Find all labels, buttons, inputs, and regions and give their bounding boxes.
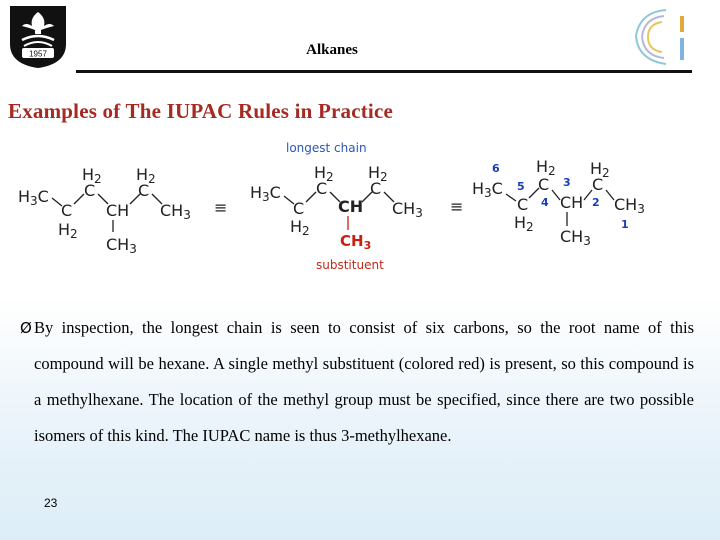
slide-title: Alkanes bbox=[306, 42, 358, 58]
svg-text:CH3: CH3 bbox=[392, 199, 423, 220]
svg-text:C: C bbox=[592, 175, 604, 194]
longest-chain-label: longest chain bbox=[286, 141, 367, 155]
svg-text:C: C bbox=[370, 179, 382, 198]
svg-text:H2: H2 bbox=[290, 217, 310, 238]
svg-text:C: C bbox=[84, 181, 96, 200]
university-logo bbox=[8, 4, 68, 70]
svg-text:H2: H2 bbox=[136, 165, 156, 186]
svg-text:CH: CH bbox=[106, 201, 130, 220]
svg-text:H2: H2 bbox=[368, 163, 388, 184]
bullet-paragraph bbox=[20, 310, 694, 454]
department-logo bbox=[626, 4, 692, 70]
svg-text:CH: CH bbox=[338, 197, 364, 216]
svg-text:H2: H2 bbox=[590, 159, 610, 180]
svg-text:H2: H2 bbox=[314, 163, 334, 184]
equivalence-symbol-1: ≡ bbox=[214, 198, 228, 217]
svg-text:H3C: H3C bbox=[18, 187, 49, 208]
logo-year: 1957 bbox=[29, 49, 47, 59]
svg-text:C: C bbox=[293, 199, 305, 218]
svg-text:H2: H2 bbox=[58, 220, 78, 241]
chain-number-4: 4 bbox=[541, 196, 549, 209]
svg-text:C: C bbox=[61, 201, 73, 220]
chain-number-2: 2 bbox=[592, 196, 600, 209]
svg-text:H2: H2 bbox=[514, 213, 534, 234]
svg-text:C: C bbox=[538, 175, 550, 194]
svg-text:H2: H2 bbox=[536, 157, 556, 178]
substituent-label: substituent bbox=[316, 258, 384, 272]
chain-number-3: 3 bbox=[563, 176, 571, 189]
structure-annotated bbox=[250, 141, 423, 272]
svg-text:CH3: $CH_3$ bbox=[340, 232, 372, 252]
svg-text:CH3: CH3 bbox=[614, 195, 645, 216]
svg-text:CH3: CH3 bbox=[106, 235, 137, 256]
chain-number-6: 6 bbox=[492, 162, 500, 175]
structure-numbered bbox=[472, 157, 645, 248]
structure-plain bbox=[18, 165, 191, 256]
svg-text:CH: CH bbox=[560, 193, 584, 212]
svg-text:C: C bbox=[316, 179, 328, 198]
title-divider bbox=[76, 70, 692, 73]
svg-text:C: C bbox=[517, 195, 529, 214]
svg-text:CH3: CH3 bbox=[560, 227, 591, 248]
chain-number-1: 1 bbox=[621, 218, 629, 231]
svg-text:H2: H2 bbox=[82, 165, 102, 186]
svg-text:CH3: CH3 bbox=[160, 201, 191, 222]
chain-number-5: 5 bbox=[517, 180, 525, 193]
svg-text:C: C bbox=[138, 181, 150, 200]
svg-text:H3C: H3C bbox=[472, 179, 503, 200]
bullet-text: By inspection, the longest chain is seen to consist of six carbons, so the root name of this compound will be hexane. A single methyl substituent (colored red) is present, so this compound is a methylhexane. The location of the methyl group must be specified, since there are two possible isomers of this kind. The IUPAC name is thus 3-methylhexane. bbox=[34, 318, 694, 445]
section-heading: Examples of The IUPAC Rules in Practice bbox=[8, 99, 393, 123]
equivalence-symbol-2: ≡ bbox=[450, 197, 464, 216]
structure-figure bbox=[18, 138, 648, 276]
page-number: 23 bbox=[44, 496, 58, 510]
bullet-arrow-icon: Ø bbox=[20, 319, 32, 337]
svg-text:H3C: H3C bbox=[250, 183, 281, 204]
